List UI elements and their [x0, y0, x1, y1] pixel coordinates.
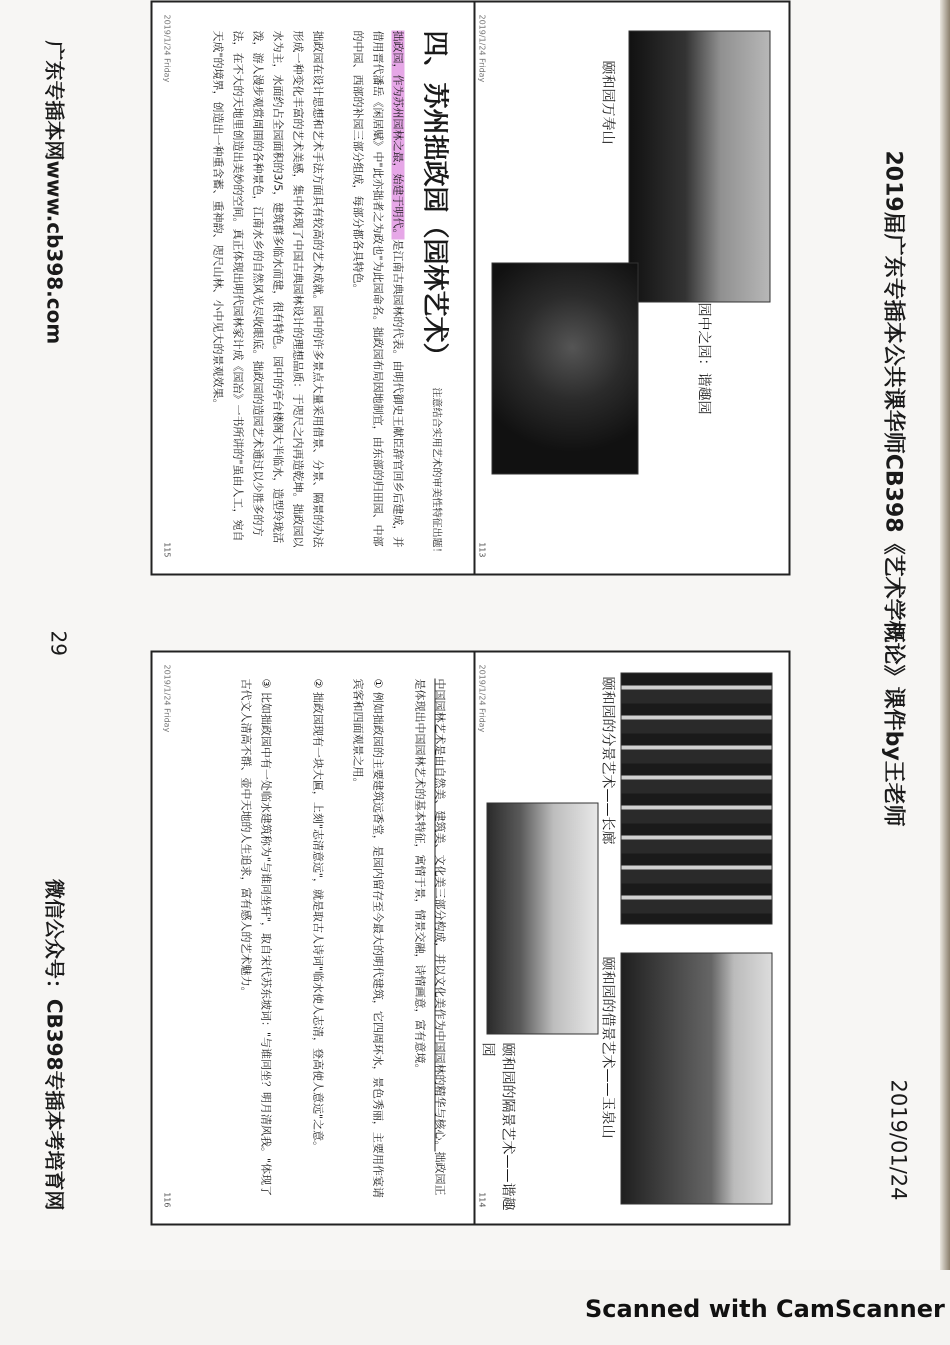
- example-3: [235, 678, 275, 1198]
- caption-jade-spring-hill: 颐和园的借景艺术——玉泉山: [599, 956, 615, 1138]
- photo-xiequ-garden: [491, 262, 638, 474]
- footer-website: 广东专插本网www.cb398.com: [42, 40, 66, 344]
- footer-wechat: 微信公众号：CB398专插本考培育网: [42, 878, 66, 1210]
- slide-number: 115: [162, 541, 171, 557]
- caption-long-corridor: 颐和园的分景艺术——长廊: [599, 676, 615, 844]
- example-2: [307, 678, 327, 1198]
- exam-note: 注意结合实用艺术的审美性特征出题！: [430, 387, 441, 557]
- slide-zhuozheng-garden: [150, 0, 475, 575]
- example-2-number: ②: [311, 678, 324, 688]
- paragraph-intro: [347, 30, 407, 550]
- slide-summer-palace-1: [465, 0, 790, 575]
- slide-date: 2019/1/24 Friday: [477, 14, 486, 82]
- header-date: 2019/01/24: [886, 1078, 910, 1200]
- example-1-number: ①: [371, 678, 384, 688]
- example-2-text: 拙政园现有一块大匾，上刻"志清意远"，就是取古人诗词"临水使人志清，登高使人意远"之意。: [311, 691, 324, 1152]
- aesthetics-text: 拙政园正是体现出中国园林艺术的基本特征，寓情于景，情景交融，诗情画意，富有意境。: [413, 678, 446, 1195]
- slide-date: 2019/1/24 Friday: [162, 664, 171, 732]
- underlined-text: 中国园林艺术是由自然美、建筑美、文化美三部分构成，并以文化美作为中国园林的精华与核心。: [433, 678, 446, 1151]
- photo-long-corridor: [620, 672, 772, 924]
- slide-title: 四、苏州拙政园（园林艺术）: [419, 30, 449, 369]
- page-footer: [30, 40, 70, 1300]
- slide-date: 2019/1/24 Friday: [477, 664, 486, 732]
- caption-xiequ-pond: 颐和园的隔景艺术——谐趣园: [479, 1042, 515, 1210]
- caption-wanshou-hill: 颐和园万寿山: [599, 60, 615, 144]
- slide-number: 114: [477, 1191, 486, 1207]
- header-title: 2019届广东专插本公共课华师CB398《艺术学概论》课件by王老师: [880, 150, 905, 827]
- highlight-text: 拙政园，作为苏州园林之最，始建于明代。: [391, 30, 404, 239]
- example-3-text: 比如拙政园中有一处临水建筑称为"与谁同坐轩"，取自宋代苏东坡词："与谁同坐？明月清风我。"体现了古代文人清高不群、壶中天地的人生追求，富有感人的艺术魅力。: [239, 678, 272, 1196]
- paragraph-aesthetics: [409, 678, 449, 1198]
- slide-date: 2019/1/24 Friday: [162, 14, 171, 82]
- paragraph-design: 拙政园在设计思想和艺术手法方面具有较高的艺术成就。园中的许多景点大量采用借景、分景、隔景的办法形成一种变化丰富的艺术美感，集中体现了中国古典园林设计的理想品质：于咫尺之内再造乾坤。拙政园以水为主，水面约占全园面积的3/5，建筑群多临水而建，很有特色。园中的亭台楼阁大半临水，造型玲珑活泼，游人漫步观赏周围的各种景色，江南水乡的自然风光尽收眼底。拙政园的造园艺术通过以少胜多的方法，在不大的天地里创造出美妙的空间。真正体现出明代园林家计成《园冶》一书所讲的"虽由人工，宛自天成"的境界，创造出一种重含蓄、重神韵、咫尺山林、小中见大的景观效果。: [211, 30, 324, 547]
- intro-text: 是江南古典园林的代表。由明代御史王献臣辞官回乡后建成，并借用晋代潘岳《闲居赋》中"此亦拙者之为政也"为此园命名。拙政园布局因地制宜，由东部的归田园、中部的中园、西部的补园三部分组成，每部分都各具特色。: [351, 30, 404, 547]
- scanner-watermark: Scanned with CamScanner: [585, 1295, 945, 1323]
- caption-xiequ-garden: 园中之园：谐趣园: [695, 302, 711, 414]
- slide-summer-palace-2: [465, 650, 790, 1225]
- page-number: 29: [46, 630, 70, 656]
- slide-number: 113: [477, 541, 486, 557]
- example-1-text: 例如拙政园的主要建筑远香堂，是园内留存至今最大的明代建筑，它四周环水，景色秀丽，主要用作宴请宾客和四面观景之用。: [351, 678, 384, 1198]
- photo-jade-spring-hill: [620, 952, 772, 1204]
- photo-wanshou-hill: [628, 30, 770, 302]
- photo-xiequ-pond: [486, 802, 598, 1034]
- example-1: [347, 678, 387, 1198]
- example-3-number: ③: [259, 678, 272, 688]
- slide-garden-aesthetics: [150, 650, 475, 1225]
- page-header: [870, 40, 910, 1300]
- slide-number: 116: [162, 1191, 171, 1207]
